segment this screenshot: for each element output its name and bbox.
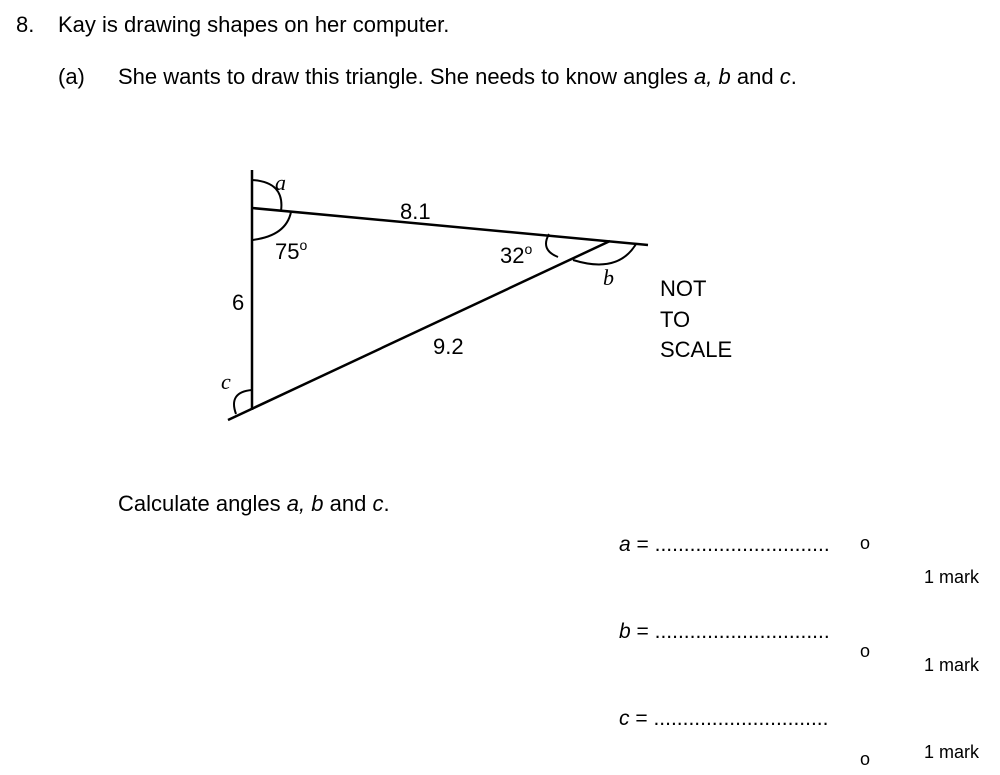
answer-field-c[interactable]: .............................. — [653, 707, 829, 730]
answer-mark-c: 1 mark — [924, 742, 980, 762]
diagram-label-a: a — [275, 170, 286, 195]
angle-75-arc — [252, 212, 291, 240]
instruction-var-b: b — [311, 491, 324, 516]
answer-field-b[interactable]: .............................. — [654, 620, 830, 643]
part-a-and: and — [730, 64, 780, 89]
answer-mark-b: 1 mark — [924, 655, 980, 675]
answer-degree-a: o — [860, 533, 871, 553]
side-label-9-2: 9.2 — [433, 334, 464, 359]
part-a-label: (a) — [58, 64, 85, 89]
answer-row-c — [619, 707, 828, 731]
answer-row-b — [619, 620, 830, 644]
answer-degree-b: o — [860, 641, 871, 661]
angle-32-value: 32 — [500, 243, 525, 268]
instruction-var-c: c — [372, 491, 384, 516]
part-a-var-a: a, — [694, 64, 713, 89]
not-to-scale-line-1: NOT — [660, 276, 707, 301]
triangle-side-bottom — [228, 241, 610, 420]
angle-75-degree: o — [299, 237, 308, 253]
answer-degree-c: o — [860, 749, 871, 769]
answer-var-c: c — [619, 707, 630, 730]
not-to-scale-line-2: TO — [660, 307, 691, 332]
answer-eq-b: = — [630, 620, 655, 643]
answer-mark-a: 1 mark — [924, 567, 980, 587]
instruction-var-a: a, — [286, 491, 306, 516]
answer-field-a[interactable]: .............................. — [654, 533, 830, 556]
diagram-label-b: b — [603, 265, 614, 290]
answer-var-a: a — [619, 533, 631, 556]
part-a-var-c: c — [779, 64, 791, 89]
angle-label-32 — [500, 241, 532, 268]
instruction-pre: Calculate angles — [118, 491, 287, 516]
part-a-var-b: b — [718, 64, 731, 89]
question-intro: Kay is drawing shapes on her computer. — [58, 12, 450, 37]
instruction-and: and — [323, 491, 373, 516]
instruction — [118, 491, 390, 517]
answer-eq-a: = — [630, 533, 655, 556]
answer-eq-c: = — [629, 707, 654, 730]
part-a-end: . — [790, 64, 797, 89]
question-number: 8. — [16, 12, 35, 37]
part-a-text-pre: She wants to draw this triangle. She needs to know angles — [118, 64, 695, 89]
triangle-side-top — [252, 208, 648, 245]
side-label-8-1: 8.1 — [400, 199, 431, 224]
instruction-end: . — [383, 491, 390, 516]
answer-var-b: b — [619, 620, 631, 643]
angle-label-75 — [275, 237, 307, 264]
angle-75-value: 75 — [275, 239, 300, 264]
answer-row-a — [619, 533, 830, 557]
side-label-6: 6 — [232, 290, 245, 315]
not-to-scale-line-3: SCALE — [660, 337, 733, 362]
angle-32-degree: o — [524, 241, 533, 257]
diagram-label-c: c — [221, 369, 231, 394]
